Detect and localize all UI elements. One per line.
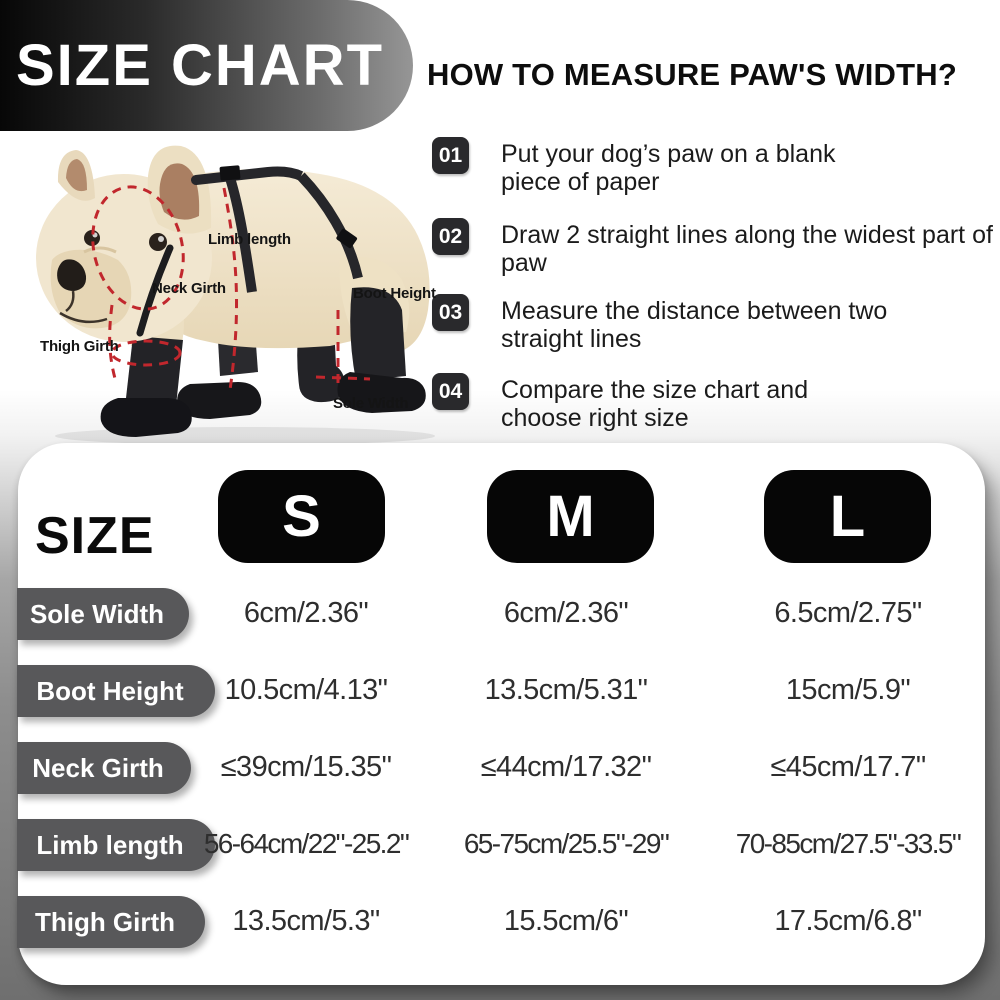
cell-sole-width-m: 6cm/2.36"	[503, 597, 629, 629]
limb-length-label: Limb length	[208, 231, 291, 248]
cell-neck-girth-l: ≤45cm/17.7"	[770, 751, 926, 783]
near-front-legging	[126, 336, 183, 406]
step-text: Measure the distance between two straight lines	[501, 297, 888, 354]
step-text: Compare the size chart and choose right size	[501, 376, 809, 433]
cell-neck-girth-m: ≤44cm/17.32"	[480, 751, 652, 783]
step-text: Draw 2 straight lines along the widest part of paw	[501, 221, 993, 278]
size-badge-s: S	[218, 470, 385, 563]
cell-boot-height-s: 10.5cm/4.13"	[224, 674, 388, 706]
size-badge-l: L	[764, 470, 931, 563]
cell-thigh-girth-l: 17.5cm/6.8"	[774, 905, 922, 937]
harness-buckle	[219, 165, 240, 181]
row-label-thigh-girth: Thigh Girth	[17, 896, 205, 948]
row-label-boot-height: Boot Height	[17, 665, 215, 717]
near-eye	[149, 233, 167, 251]
measure-step-2	[432, 218, 1000, 278]
cell-limb-length-l: 70-85cm/27.5"-33.5"	[735, 828, 961, 859]
measure-step-1	[432, 137, 873, 197]
cell-thigh-girth-m: 15.5cm/6"	[503, 905, 629, 937]
step-number-badge: 01	[432, 137, 469, 174]
step-number-badge: 02	[432, 218, 469, 255]
cell-limb-length-m: 65-75cm/25.5"-29"	[463, 828, 669, 859]
size-table-card	[18, 443, 985, 985]
harness-cross-strap	[268, 172, 301, 177]
cell-boot-height-m: 13.5cm/5.31"	[484, 674, 648, 706]
measure-step-3	[432, 294, 963, 354]
boot-height-label: Boot Height	[353, 285, 436, 302]
thigh-girth-label: Thigh Girth	[40, 338, 119, 355]
how-to-heading: HOW TO MEASURE PAW'S WIDTH?	[427, 57, 957, 92]
row-label-neck-girth: Neck Girth	[17, 742, 191, 794]
size-corner-label: SIZE	[35, 506, 155, 565]
size-chart-banner	[0, 0, 413, 131]
step-number-badge: 03	[432, 294, 469, 331]
measure-step-4	[432, 373, 849, 433]
cell-boot-height-l: 15cm/5.9"	[785, 674, 911, 706]
cell-sole-width-s: 6cm/2.36"	[243, 597, 369, 629]
step-number-badge: 04	[432, 373, 469, 410]
neck-girth-label: Neck Girth	[152, 280, 226, 297]
cell-neck-girth-s: ≤39cm/15.35"	[220, 751, 392, 783]
near-front-boot	[101, 398, 192, 437]
size-badge-m: M	[487, 470, 654, 563]
cell-sole-width-l: 6.5cm/2.75"	[774, 597, 922, 629]
row-label-limb-length: Limb length	[17, 819, 215, 871]
page-title: SIZE CHART	[16, 33, 384, 98]
cell-limb-length-s: 56-64cm/22"-25.2"	[203, 828, 409, 859]
step-text: Put your dog’s paw on a blank piece of paper	[501, 140, 836, 197]
cell-thigh-girth-s: 13.5cm/5.3"	[232, 905, 380, 937]
sole-width-label: Sole Width	[333, 395, 409, 412]
row-label-sole-width: Sole Width	[17, 588, 189, 640]
